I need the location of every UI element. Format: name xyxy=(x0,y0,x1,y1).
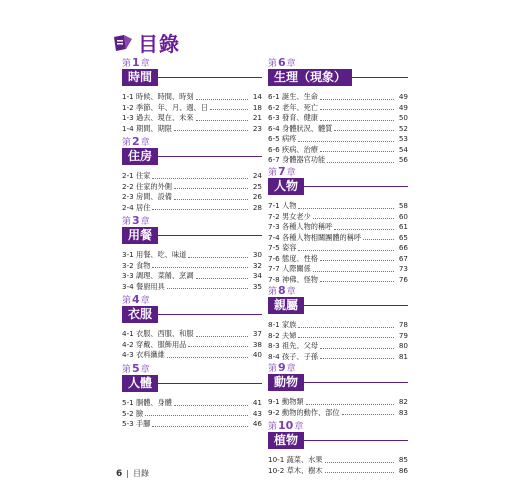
chapter-items xyxy=(122,329,262,361)
chapter-header xyxy=(122,306,262,323)
dot-leader xyxy=(174,188,248,189)
chapter-divider xyxy=(304,305,408,306)
notebook-pen-icon xyxy=(112,33,134,53)
chapter-header xyxy=(268,374,408,391)
toc-entry-page: 78 xyxy=(398,320,408,329)
toc-entry-page: 49 xyxy=(398,102,408,112)
toc-entry[interactable] xyxy=(268,134,408,145)
toc-entry[interactable] xyxy=(122,261,262,272)
chapter-title[interactable]: 親屬 xyxy=(268,297,304,314)
toc-entry-label: 10-1 蔬菜、水果 xyxy=(268,455,323,464)
toc-entry-page: 50 xyxy=(398,113,408,122)
toc-entry-page: 80 xyxy=(398,341,408,350)
chapter-number-value: 9 xyxy=(278,361,286,374)
toc-entry[interactable] xyxy=(122,203,262,214)
chapter-prefix: 第 xyxy=(122,365,132,375)
chapter-number-value: 8 xyxy=(278,284,286,297)
chapter-divider xyxy=(304,186,408,187)
page-title: 目錄 xyxy=(138,32,180,56)
page-footer xyxy=(116,468,149,479)
toc-entry-label: 8-2 夫婦 xyxy=(268,330,297,340)
chapter-number-value: 7 xyxy=(278,165,286,178)
chapter-title[interactable]: 用餐 xyxy=(122,227,158,244)
dot-leader xyxy=(320,281,394,282)
toc-entry-label: 7-7 人際關係 xyxy=(268,264,311,273)
toc-entry-label: 6-7 身體器官功能 xyxy=(268,155,326,164)
toc-entry-page: 30 xyxy=(252,250,262,259)
dot-leader xyxy=(320,99,394,100)
toc-entry[interactable] xyxy=(122,113,262,124)
toc-entry-page: 26 xyxy=(252,192,262,201)
chapter-prefix: 第 xyxy=(122,59,132,69)
toc-entry[interactable] xyxy=(268,275,408,286)
toc-entry-label: 10-2 草木、樹木 xyxy=(268,465,323,475)
chapter-number xyxy=(122,215,262,226)
toc-entry[interactable] xyxy=(268,124,408,135)
dot-leader xyxy=(152,209,248,210)
toc-entry[interactable] xyxy=(268,320,408,331)
chapter-header xyxy=(268,69,408,86)
chapter-suffix: 章 xyxy=(140,217,150,227)
chapter-items xyxy=(268,201,408,285)
chapter-prefix: 第 xyxy=(122,138,132,148)
toc-entry[interactable] xyxy=(268,264,408,275)
chapter-8 xyxy=(268,285,408,362)
toc-entry-label: 6-5 病疼 xyxy=(268,134,297,143)
toc-entry-page: 40 xyxy=(252,350,262,359)
dot-leader xyxy=(210,109,248,110)
chapter-title[interactable]: 時間 xyxy=(122,69,158,86)
toc-entry-label: 7-8 神佛、怪物 xyxy=(268,274,318,284)
toc-entry[interactable] xyxy=(122,350,262,361)
toc-entry[interactable] xyxy=(122,329,262,340)
dot-leader xyxy=(320,109,394,110)
toc-entry-label: 2-4 居住 xyxy=(122,202,151,212)
chapter-suffix: 章 xyxy=(286,287,296,297)
chapter-header xyxy=(268,432,408,449)
toc-entry-label: 7-6 態度、性格 xyxy=(268,253,318,263)
chapter-items xyxy=(122,250,262,292)
chapter-items xyxy=(268,320,408,362)
toc-entry-page: 81 xyxy=(398,351,408,361)
chapter-items xyxy=(122,92,262,134)
dot-leader xyxy=(327,162,394,163)
toc-entry-page: 25 xyxy=(252,181,262,191)
chapter-number-value: 2 xyxy=(132,135,140,148)
toc-entry[interactable] xyxy=(268,254,408,265)
toc-entry[interactable] xyxy=(122,340,262,351)
dot-leader xyxy=(320,348,394,349)
dot-leader xyxy=(325,472,394,473)
toc-entry-page: 82 xyxy=(398,397,408,406)
dot-leader xyxy=(320,120,394,121)
chapter-number xyxy=(268,57,408,68)
chapter-number xyxy=(268,362,408,373)
chapter-3 xyxy=(122,215,262,292)
dot-leader xyxy=(152,426,248,427)
dot-leader xyxy=(334,130,394,131)
toc-entry-page: 18 xyxy=(252,102,262,112)
toc-entry-page: 37 xyxy=(252,329,262,338)
toc-entry-page: 65 xyxy=(398,232,408,242)
toc-entry[interactable] xyxy=(268,233,408,244)
toc-entry-label: 8-1 家族 xyxy=(268,320,297,329)
toc-entry-page: 28 xyxy=(252,202,262,212)
chapter-number xyxy=(122,136,262,147)
toc-entry-page: 54 xyxy=(398,144,408,154)
toc-entry[interactable] xyxy=(268,145,408,156)
toc-entry-label: 3-1 用餐、吃、味道 xyxy=(122,250,187,259)
chapter-divider xyxy=(352,77,408,78)
dot-leader xyxy=(320,151,394,152)
toc-entry-page: 85 xyxy=(398,455,408,464)
dot-leader xyxy=(320,260,394,261)
toc-entry-label: 4-1 衣服、西服、和服 xyxy=(122,329,194,338)
toc-entry-page: 32 xyxy=(252,260,262,270)
chapter-header xyxy=(122,227,262,244)
dot-leader xyxy=(306,404,394,405)
chapter-4 xyxy=(122,294,262,361)
chapter-6 xyxy=(268,57,408,166)
toc-entry-label: 6-3 發育、健康 xyxy=(268,113,318,122)
dot-leader xyxy=(152,178,248,179)
toc-entry-label: 8-3 祖先、父母 xyxy=(268,341,318,350)
toc-entry-label: 6-2 老年、死亡 xyxy=(268,102,318,112)
toc-entry-label: 8-4 孩子、子孫 xyxy=(268,351,318,361)
toc-entry-page: 58 xyxy=(398,201,408,210)
page-title-block xyxy=(112,28,180,57)
toc-entry[interactable] xyxy=(268,103,408,114)
chapter-prefix: 第 xyxy=(122,217,132,227)
toc-entry-label: 7-4 各種人物相關團體的稱呼 xyxy=(268,232,362,242)
toc-entry[interactable] xyxy=(268,155,408,166)
toc-entry[interactable] xyxy=(268,92,408,103)
chapter-prefix: 第 xyxy=(268,168,278,178)
toc-entry[interactable] xyxy=(268,201,408,212)
toc-entry-label: 7-1 人物 xyxy=(268,201,297,210)
toc-entry-label: 3-3 調理、菜餚、烹調 xyxy=(122,271,194,280)
dot-leader xyxy=(298,250,394,251)
chapter-suffix: 章 xyxy=(140,365,150,375)
dot-leader xyxy=(196,336,248,337)
chapter-suffix: 章 xyxy=(286,59,296,69)
toc-entry[interactable] xyxy=(122,171,262,182)
toc-entry[interactable] xyxy=(122,124,262,135)
toc-entry-label: 7-2 男女老少 xyxy=(268,211,311,221)
chapter-title[interactable]: 人體 xyxy=(122,375,158,392)
footer-label: 目錄 xyxy=(132,469,149,478)
toc-entry-label: 2-2 住家的外側 xyxy=(122,181,172,191)
chapter-divider xyxy=(304,382,408,383)
dot-leader xyxy=(298,337,394,338)
toc-entry[interactable] xyxy=(268,466,408,477)
chapter-divider xyxy=(158,383,262,384)
chapter-number xyxy=(268,420,408,431)
chapter-title[interactable]: 動物 xyxy=(268,374,304,391)
dot-leader xyxy=(342,414,394,415)
toc-entry-label: 1-2 季節、年、月、週、日 xyxy=(122,102,208,112)
chapter-suffix: 章 xyxy=(140,59,150,69)
toc-entry-page: 83 xyxy=(398,407,408,417)
chapter-divider xyxy=(158,77,262,78)
toc-entry-page: 73 xyxy=(398,264,408,273)
chapter-prefix: 第 xyxy=(122,296,132,306)
toc-entry-label: 3-4 餐廚用具 xyxy=(122,281,165,291)
toc-entry-label: 9-1 動物類 xyxy=(268,397,304,406)
chapter-1 xyxy=(122,57,262,134)
chapter-prefix: 第 xyxy=(268,364,278,374)
dot-leader xyxy=(298,208,394,209)
toc-entry-label: 6-4 身體狀況、體質 xyxy=(268,123,333,133)
toc-entry[interactable] xyxy=(268,455,408,466)
toc-entry-label: 1-4 期間、期限 xyxy=(122,123,172,133)
chapter-items xyxy=(268,455,408,476)
toc-entry-label: 7-5 姿容 xyxy=(268,243,297,252)
dot-leader xyxy=(313,271,394,272)
chapter-10 xyxy=(268,420,408,476)
chapter-number xyxy=(268,285,408,296)
chapter-suffix: 章 xyxy=(286,168,296,178)
toc-entry[interactable] xyxy=(122,182,262,193)
chapter-divider xyxy=(158,156,262,157)
dot-leader xyxy=(174,405,248,406)
toc-entry-page: 79 xyxy=(398,330,408,340)
toc-entry-page: 60 xyxy=(398,211,408,221)
chapter-number-value: 1 xyxy=(132,56,140,69)
chapter-suffix: 章 xyxy=(286,364,296,374)
dot-leader xyxy=(145,415,248,416)
toc-entry[interactable] xyxy=(268,243,408,254)
chapter-number xyxy=(122,57,262,68)
toc-entry[interactable] xyxy=(122,419,262,430)
dot-leader xyxy=(363,239,394,240)
toc-entry[interactable] xyxy=(268,408,408,419)
chapter-7 xyxy=(268,166,408,285)
toc-entry-page: 24 xyxy=(252,171,262,180)
toc-entry-page: 43 xyxy=(252,408,262,418)
chapter-suffix: 章 xyxy=(140,138,150,148)
dot-leader xyxy=(152,267,248,268)
dot-leader xyxy=(188,346,248,347)
dot-leader xyxy=(167,288,248,289)
chapter-prefix: 第 xyxy=(268,422,278,432)
chapter-number-value: 5 xyxy=(132,362,140,375)
toc-entry-page: 41 xyxy=(252,398,262,407)
dot-leader xyxy=(196,99,248,100)
chapter-number xyxy=(122,363,262,374)
toc-entry-page: 49 xyxy=(398,92,408,101)
toc-entry[interactable] xyxy=(122,192,262,203)
dot-leader xyxy=(325,462,394,463)
toc-entry-page: 56 xyxy=(398,155,408,164)
toc-entry-label: 6-1 誕生、生命 xyxy=(268,92,318,101)
chapter-title[interactable]: 住房 xyxy=(122,148,158,165)
dot-leader xyxy=(188,257,248,258)
chapter-items xyxy=(122,398,262,430)
toc-entry-page: 86 xyxy=(398,465,408,475)
toc-entry[interactable] xyxy=(122,103,262,114)
dot-leader xyxy=(334,229,394,230)
toc-entry-page: 53 xyxy=(398,134,408,143)
chapter-items xyxy=(268,92,408,166)
toc-entry-label: 2-3 房間、設備 xyxy=(122,192,172,201)
toc-entry-label: 5-1 胴體、身體 xyxy=(122,398,172,407)
chapter-9 xyxy=(268,362,408,418)
toc-entry-page: 38 xyxy=(252,339,262,349)
chapter-number-value: 6 xyxy=(278,56,286,69)
toc-entry-page: 34 xyxy=(252,271,262,280)
toc-entry[interactable] xyxy=(122,271,262,282)
dot-leader xyxy=(298,141,394,142)
chapter-suffix: 章 xyxy=(294,422,304,432)
toc-entry-label: 5-2 臉 xyxy=(122,408,144,418)
dot-leader xyxy=(196,120,248,121)
chapter-5 xyxy=(122,363,262,430)
toc-entry-label: 3-2 食物 xyxy=(122,260,151,270)
chapter-header xyxy=(122,375,262,392)
toc-entry-page: 67 xyxy=(398,253,408,263)
dot-leader xyxy=(174,199,248,200)
chapter-prefix: 第 xyxy=(268,287,278,297)
toc-entry-page: 35 xyxy=(252,281,262,291)
chapter-header xyxy=(268,297,408,314)
page-number: 6 xyxy=(116,468,123,479)
toc-entry-label: 4-2 穿戴、服飾用品 xyxy=(122,339,187,349)
toc-entry-label: 4-3 衣料纖維 xyxy=(122,350,165,359)
toc-entry-label: 9-2 動物的動作、部位 xyxy=(268,407,340,417)
dot-leader xyxy=(196,278,248,279)
toc-entry-page: 61 xyxy=(398,222,408,231)
toc-entry-label: 7-3 各種人物的稱呼 xyxy=(268,222,333,231)
toc-entry-label: 2-1 住家 xyxy=(122,171,151,180)
chapter-number xyxy=(268,166,408,177)
toc-entry-page: 23 xyxy=(252,123,262,133)
toc-entry[interactable] xyxy=(268,341,408,352)
chapter-header xyxy=(122,69,262,86)
toc-entry[interactable] xyxy=(122,250,262,261)
chapter-header xyxy=(268,178,408,195)
chapter-title[interactable]: 植物 xyxy=(268,432,304,449)
chapter-divider xyxy=(158,235,262,236)
chapter-divider xyxy=(304,440,408,441)
toc-entry[interactable] xyxy=(122,92,262,103)
toc-entry-label: 1-3 過去、現在、未來 xyxy=(122,113,194,122)
chapter-title[interactable]: 衣服 xyxy=(122,306,158,323)
dot-leader xyxy=(174,130,248,131)
chapter-items xyxy=(268,397,408,418)
toc-entry[interactable] xyxy=(268,331,408,342)
chapter-number-value: 3 xyxy=(132,214,140,227)
toc-entry-label: 5-3 手腳 xyxy=(122,419,151,428)
dot-leader xyxy=(298,327,394,328)
toc-entry[interactable] xyxy=(268,397,408,408)
chapter-title[interactable]: 生理（現象） xyxy=(268,69,352,86)
chapter-number-value: 4 xyxy=(132,293,140,306)
toc-entry-label: 1-1 時候、時間、時刻 xyxy=(122,92,194,101)
chapter-header xyxy=(122,148,262,165)
toc-entry-page: 21 xyxy=(252,113,262,122)
dot-leader xyxy=(313,218,394,219)
chapter-suffix: 章 xyxy=(140,296,150,306)
toc-entry[interactable] xyxy=(122,409,262,420)
toc-entry-page: 14 xyxy=(252,92,262,101)
dot-leader xyxy=(320,358,394,359)
footer-separator: | xyxy=(126,469,129,478)
chapter-title[interactable]: 人物 xyxy=(268,178,304,195)
toc-entry-page: 76 xyxy=(398,274,408,284)
toc-entry[interactable] xyxy=(268,113,408,124)
dot-leader xyxy=(167,357,248,358)
toc-entry-label: 6-6 疾病、治療 xyxy=(268,144,318,154)
chapter-number-value: 10 xyxy=(278,419,294,432)
toc-entry[interactable] xyxy=(268,352,408,363)
toc-entry-page: 66 xyxy=(398,243,408,252)
toc-entry-page: 52 xyxy=(398,123,408,133)
toc-entry[interactable] xyxy=(122,398,262,409)
toc-entry[interactable] xyxy=(122,282,262,293)
chapter-divider xyxy=(158,314,262,315)
toc-entry-page: 46 xyxy=(252,419,262,428)
chapter-prefix: 第 xyxy=(268,59,278,69)
chapter-2 xyxy=(122,136,262,213)
toc-entry[interactable] xyxy=(268,222,408,233)
chapter-number xyxy=(122,294,262,305)
toc-entry[interactable] xyxy=(268,212,408,223)
chapter-items xyxy=(122,171,262,213)
